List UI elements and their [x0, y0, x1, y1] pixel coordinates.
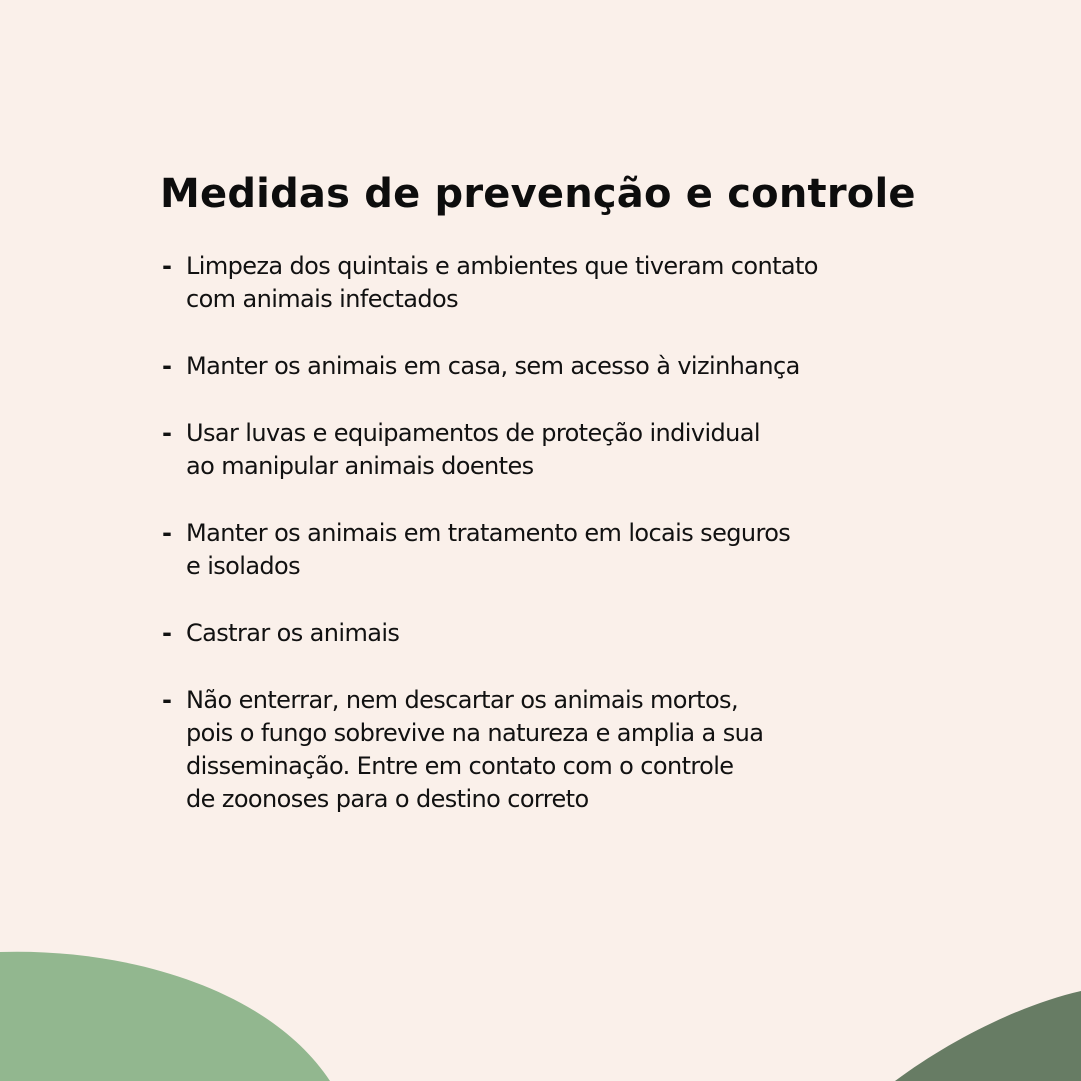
list-item: [160, 250, 960, 316]
list-item: [160, 350, 960, 383]
bullet-dash: -: [162, 252, 172, 280]
bullet-dash: -: [162, 519, 172, 547]
list-item-text: ao manipular animais doentes: [186, 452, 534, 480]
blob-left-shape: [0, 952, 330, 1081]
bullet-dash: -: [162, 419, 172, 447]
list-item-text: pois o fungo sobrevive na natureza e amplia a sua: [186, 719, 764, 747]
list-item: [160, 684, 960, 816]
prevention-list: [160, 250, 960, 850]
list-item-text: Manter os animais em casa, sem acesso à vizinhança: [186, 352, 800, 380]
list-item-text: de zoonoses para o destino correto: [186, 785, 589, 813]
blob-right-shape: [895, 991, 1081, 1081]
bullet-dash: -: [162, 352, 172, 380]
bullet-dash: -: [162, 686, 172, 714]
list-item: [160, 617, 960, 650]
list-item-text: Limpeza dos quintais e ambientes que tiveram contato: [186, 252, 818, 280]
bullet-dash: -: [162, 619, 172, 647]
decorative-green-blob-left: [0, 930, 340, 1081]
list-item-text: Não enterrar, nem descartar os animais mortos,: [186, 686, 738, 714]
list-item-text: disseminação. Entre em contato com o controle: [186, 752, 734, 780]
list-item-text: com animais infectados: [186, 285, 458, 313]
list-item-text: e isolados: [186, 552, 301, 580]
page-title: Medidas de prevenção e controle: [160, 171, 916, 217]
list-item: [160, 517, 960, 583]
list-item-text: Castrar os animais: [186, 619, 400, 647]
decorative-green-blob-right: [880, 980, 1081, 1081]
list-item-text: Manter os animais em tratamento em locais seguros: [186, 519, 791, 547]
list-item-text: Usar luvas e equipamentos de proteção individual: [186, 419, 760, 447]
list-item: [160, 417, 960, 483]
